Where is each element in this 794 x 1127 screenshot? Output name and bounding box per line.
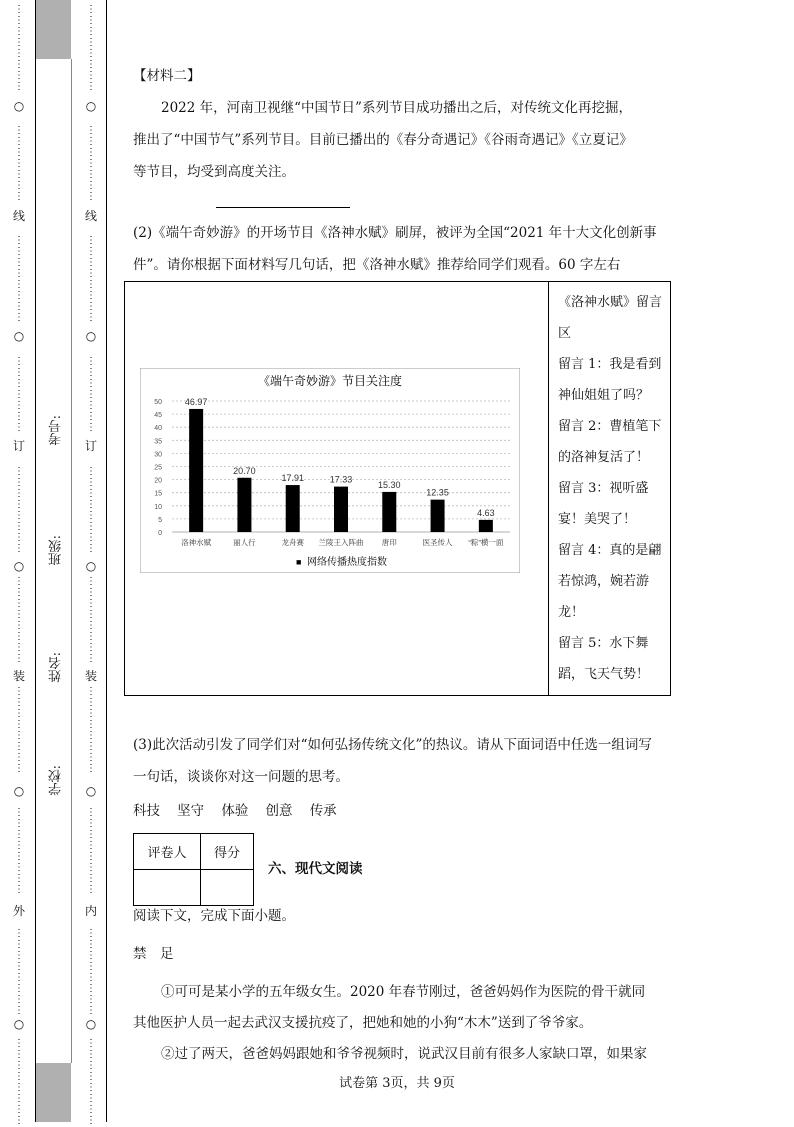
binding-dot: ⋮ (86, 576, 96, 587)
binding-dot: ⋮ (86, 169, 96, 180)
word-keji: 科技 (133, 803, 160, 819)
binding-dot: ⋮ (14, 4, 24, 15)
article-paragraph-2: ②过了两天，爸爸妈妈跟她和爷爷视频时，说武汉目前有很多人家缺口罩，如果家 (161, 1046, 647, 1062)
category-label: 洛神水赋 (181, 538, 212, 547)
reviewer-header: 评卷人 (134, 834, 201, 870)
binding-dot: ⋮ (14, 477, 24, 488)
binding-dot: ⋮ (86, 257, 96, 268)
binding-dot: ⋮ (86, 543, 96, 554)
binding-dot: ⋮ (14, 158, 24, 169)
bar-value-label: 17.91 (281, 473, 304, 484)
y-tick-label: 10 (154, 503, 162, 511)
binding-dot: ⋮ (86, 59, 96, 70)
comment-line: 宴！美哭了！ (558, 512, 637, 527)
binding-dot: ⋮ (86, 741, 96, 752)
binding-dot: ⋮ (14, 532, 24, 543)
binding-dot: ⋮ (86, 268, 96, 279)
binding-dot: ⋮ (14, 422, 24, 433)
binding-marker: ○ (85, 99, 97, 113)
binding-dot: ⋮ (86, 972, 96, 983)
binding-marker: ○ (13, 559, 25, 573)
article-paragraph-1a: ①可可是某小学的五年级女生。2020 年春节刚过，爸爸妈妈作为医院的骨干就同 (161, 984, 646, 1000)
binding-dot: ⋮ (14, 598, 24, 609)
binding-dot: ⋮ (14, 642, 24, 653)
category-label: 兰陵王入阵曲 (318, 538, 364, 547)
material2-line-2: 推出了“中国节气”系列节目。目前已播出的《春分奇遇记》《谷雨奇遇记》《立夏记》 (133, 132, 633, 148)
binding-marker: ○ (13, 1017, 25, 1031)
binding-dot: ⋮ (14, 851, 24, 862)
y-tick-label: 25 (154, 464, 162, 472)
binding-dot: ⋮ (86, 983, 96, 994)
binding-dot: ⋮ (14, 994, 24, 1005)
question2-line-2: 件”。请你根据下面材料写几句话，把《洛神水赋》推荐给同学们观看。60 字左右 (133, 257, 621, 273)
bar-value-label: 12.35 (426, 487, 449, 498)
binding-dot: ⋮ (86, 477, 96, 488)
binding-dot: ⋮ (14, 147, 24, 158)
binding-dot: ⋮ (86, 499, 96, 510)
binding-dot: ⋮ (86, 1082, 96, 1093)
word-list (133, 795, 337, 827)
binding-dot: ⋮ (14, 939, 24, 950)
binding-marker: 装 (84, 669, 97, 683)
binding-dot: ⋮ (86, 1104, 96, 1115)
binding-dot: ⋮ (86, 81, 96, 92)
binding-dot: ⋮ (86, 818, 96, 829)
binding-dot: ⋮ (14, 125, 24, 136)
binding-dot: ⋮ (86, 279, 96, 290)
comment-line: 蹈，飞天气势！ (558, 667, 650, 682)
binding-dot: ⋮ (86, 620, 96, 631)
binding-dot: ⋮ (14, 400, 24, 411)
binding-dot: ⋮ (14, 1104, 24, 1115)
binding-dot: ⋮ (86, 708, 96, 719)
comment-line: 《洛神水赋》留言 (558, 295, 663, 310)
binding-marker: ○ (13, 784, 25, 798)
binding-dot: ⋮ (86, 950, 96, 961)
comment-line: 留言 3：视听盛 (558, 481, 649, 496)
bar-value-label: 15.30 (378, 479, 401, 490)
binding-marker: ○ (85, 1017, 97, 1031)
binding-dot: ⋮ (86, 939, 96, 950)
binding-dot: ⋮ (86, 510, 96, 521)
binding-dot: ⋮ (14, 576, 24, 587)
binding-marker: ○ (13, 99, 25, 113)
binding-dot: ⋮ (86, 961, 96, 972)
binding-marker: ○ (85, 784, 97, 798)
binding-dot: ⋮ (86, 191, 96, 202)
y-tick-label: 15 (154, 490, 162, 498)
binding-dot: ⋮ (86, 367, 96, 378)
binding-dot: ⋮ (14, 37, 24, 48)
binding-dot: ⋮ (14, 543, 24, 554)
bar-value-label: 46.97 (184, 396, 208, 407)
binding-dot: ⋮ (14, 312, 24, 323)
y-tick-label: 0 (158, 530, 162, 537)
binding-dot: ⋮ (86, 15, 96, 26)
binding-dot: ⋮ (14, 807, 24, 818)
binding-dot: ⋮ (86, 147, 96, 158)
binding-dot: ⋮ (14, 356, 24, 367)
bar (334, 487, 348, 532)
binding-dot: ⋮ (14, 1005, 24, 1016)
binding-dot: ⋮ (14, 763, 24, 774)
material2-line-3: 等节目，均受到高度关注。 (133, 164, 295, 180)
binding-dot: ⋮ (14, 466, 24, 477)
binding-dot: ⋮ (86, 48, 96, 59)
binding-dot: ⋮ (14, 15, 24, 26)
binding-dot: ⋮ (86, 1093, 96, 1104)
binding-marker: 线 (12, 209, 25, 223)
category-label: 龙舟赛 (281, 538, 304, 547)
category-label: 医圣传人 (422, 538, 453, 547)
score-table (133, 833, 254, 906)
binding-dot: ⋮ (14, 235, 24, 246)
binding-dot: ⋮ (14, 488, 24, 499)
binding-dot: ⋮ (86, 400, 96, 411)
binding-dot: ⋮ (14, 136, 24, 147)
word-chuancheng: 传承 (309, 803, 337, 819)
binding-dot: ⋮ (86, 928, 96, 939)
bar (479, 520, 493, 532)
binding-dot: ⋮ (86, 994, 96, 1005)
chart-title: 《端午奇妙游》节目关注度 (257, 374, 403, 388)
binding-dot: ⋮ (14, 829, 24, 840)
bar-value-label: 17.33 (329, 474, 353, 485)
comment-line: 神仙姐姐了吗？ (558, 388, 650, 403)
binding-dot: ⋮ (86, 851, 96, 862)
binding-dot: ⋮ (86, 246, 96, 257)
binding-dot: ⋮ (86, 301, 96, 312)
y-tick-label: 30 (154, 451, 162, 459)
binding-dot: ⋮ (14, 741, 24, 752)
category-label: 丽人行 (233, 538, 256, 547)
question3-line-2: 一句话，谈谈你对这一问题的思考。 (133, 769, 349, 785)
binding-dot: ⋮ (86, 4, 96, 15)
legend-label: 网络传播热度指数 (307, 557, 387, 568)
word-tiyan: 体验 (221, 803, 249, 819)
binding-dot: ⋮ (86, 730, 96, 741)
word-jianshou: 坚守 (177, 803, 205, 819)
binding-marker: 订 (12, 439, 25, 453)
binding-rule-left (35, 0, 36, 1122)
binding-dot: ⋮ (86, 884, 96, 895)
binding-dot: ⋮ (86, 466, 96, 477)
binding-dot: ⋮ (14, 246, 24, 257)
binding-dot: ⋮ (86, 1060, 96, 1071)
comment-line: 留言 2：曹植笔下 (558, 419, 662, 434)
outer-dotted-column (12, 0, 28, 1126)
bar-value-label: 20.70 (233, 465, 256, 476)
binding-dot: ⋮ (86, 356, 96, 367)
binding-dot: ⋮ (14, 48, 24, 59)
binding-dot: ⋮ (86, 653, 96, 664)
y-tick-label: 5 (158, 516, 162, 524)
binding-dot: ⋮ (86, 1005, 96, 1016)
comment-line: 的洛神复活了！ (558, 450, 650, 465)
article-title: 禁 足 (133, 946, 174, 962)
binding-dot: ⋮ (86, 697, 96, 708)
bar (431, 500, 445, 532)
binding-dot: ⋮ (86, 752, 96, 763)
binding-dot: ⋮ (86, 488, 96, 499)
question3-line-1: (3)此次活动引发了同学们对“如何弘扬传统文化”的热议。请从下面词语中任选一组词写 (133, 737, 652, 753)
binding-dot: ⋮ (14, 950, 24, 961)
binding-dot: ⋮ (14, 26, 24, 37)
gray-block-top (36, 0, 71, 59)
y-tick-label: 35 (154, 438, 162, 446)
binding-dot: ⋮ (86, 1049, 96, 1060)
comment-area (548, 282, 671, 695)
binding-dot: ⋮ (14, 301, 24, 312)
binding-dot: ⋮ (86, 158, 96, 169)
comment-line: 区 (558, 326, 572, 341)
binding-dot: ⋮ (14, 983, 24, 994)
binding-dot: ⋮ (14, 521, 24, 532)
binding-marker: 外 (12, 904, 25, 918)
class-label: 班级: (49, 535, 64, 566)
section6-title: 六、现代文阅读 (268, 861, 363, 877)
binding-dot: ⋮ (14, 59, 24, 70)
binding-marker: 线 (84, 209, 97, 223)
binding-dot: ⋮ (86, 136, 96, 147)
binding-dot: ⋮ (86, 840, 96, 851)
binding-dot: ⋮ (14, 1049, 24, 1060)
binding-dot: ⋮ (14, 499, 24, 510)
binding-dot: ⋮ (14, 884, 24, 895)
binding-dot: ⋮ (14, 411, 24, 422)
binding-dot: ⋮ (14, 730, 24, 741)
binding-dot: ⋮ (86, 631, 96, 642)
binding-dot: ⋮ (86, 807, 96, 818)
binding-rule-mid (71, 59, 72, 1063)
binding-dot: ⋮ (86, 1038, 96, 1049)
binding-dot: ⋮ (14, 510, 24, 521)
binding-dot: ⋮ (14, 631, 24, 642)
binding-dot: ⋮ (86, 422, 96, 433)
binding-dot: ⋮ (14, 972, 24, 983)
binding-dot: ⋮ (86, 411, 96, 422)
binding-dot: ⋮ (86, 26, 96, 37)
binding-marker: 订 (84, 439, 97, 453)
binding-dot: ⋮ (14, 290, 24, 301)
binding-dot: ⋮ (86, 312, 96, 323)
exam-number-label: 考号: (49, 415, 64, 446)
binding-marker: ○ (85, 559, 97, 573)
binding-dot: ⋮ (86, 642, 96, 653)
binding-dot: ⋮ (86, 686, 96, 697)
bar (286, 485, 300, 532)
article-paragraph-1b: 其他医护人员一起去武汉支援抗疫了，把她和她的小狗“木木”送到了爷爷家。 (133, 1015, 593, 1031)
comment-line: 留言 4：真的是翩 (558, 543, 662, 558)
binding-dot: ⋮ (14, 367, 24, 378)
y-tick-label: 40 (154, 425, 162, 433)
binding-dot: ⋮ (86, 37, 96, 48)
bar (382, 492, 396, 532)
inner-dotted-column (84, 0, 100, 1126)
school-label: 学校: (49, 765, 64, 796)
bar (237, 478, 251, 532)
binding-dot: ⋮ (14, 587, 24, 598)
attention-bar-chart (140, 368, 520, 573)
binding-dot: ⋮ (86, 70, 96, 81)
binding-dot: ⋮ (14, 1071, 24, 1082)
binding-dot: ⋮ (14, 719, 24, 730)
material2-heading: 【材料二】 (133, 68, 201, 84)
binding-dot: ⋮ (14, 653, 24, 664)
binding-dot: ⋮ (14, 620, 24, 631)
binding-dot: ⋮ (86, 235, 96, 246)
binding-dot: ⋮ (86, 532, 96, 543)
binding-dot: ⋮ (14, 378, 24, 389)
section6-instruction: 阅读下文，完成下面小题。 (133, 908, 295, 924)
binding-dot: ⋮ (86, 763, 96, 774)
binding-dot: ⋮ (14, 686, 24, 697)
comment-line: 留言 5：水下舞 (558, 636, 649, 651)
binding-dot: ⋮ (14, 1093, 24, 1104)
answer-underline (216, 207, 350, 208)
binding-dot: ⋮ (14, 961, 24, 972)
legend-marker: ■ (296, 557, 302, 567)
binding-dot: ⋮ (14, 873, 24, 884)
binding-dot: ⋮ (86, 719, 96, 730)
comment-line: 留言 1：我是看到 (558, 357, 662, 372)
score-header: 得分 (201, 834, 254, 870)
category-label: 唐印 (381, 538, 397, 547)
binding-dot: ⋮ (86, 125, 96, 136)
binding-marker: 装 (12, 669, 25, 683)
binding-dot: ⋮ (14, 70, 24, 81)
binding-dot: ⋮ (86, 587, 96, 598)
bar-value-label: 4.63 (477, 507, 495, 518)
page-footer: 试卷第 3页，共 9页 (339, 1076, 455, 1091)
binding-dot: ⋮ (86, 1115, 96, 1126)
binding-dot: ⋮ (14, 840, 24, 851)
binding-dot: ⋮ (14, 1115, 24, 1126)
binding-dot: ⋮ (14, 81, 24, 92)
binding-dot: ⋮ (14, 389, 24, 400)
binding-dot: ⋮ (86, 598, 96, 609)
binding-dot: ⋮ (86, 389, 96, 400)
material2-line-1: 2022 年，河南卫视继“中国节日”系列节目成功播出之后，对传统文化再挖掘， (161, 100, 632, 116)
binding-dot: ⋮ (14, 191, 24, 202)
question2-line-1: (2)《端午奇妙游》的开场节目《洛神水赋》刷屏，被评为全国“2021 年十大文化创新事 (133, 225, 657, 241)
binding-dot: ⋮ (86, 378, 96, 389)
binding-marker: 内 (84, 904, 97, 918)
binding-dot: ⋮ (14, 1060, 24, 1071)
binding-dot: ⋮ (14, 1082, 24, 1093)
binding-dot: ⋮ (14, 928, 24, 939)
chart-material-box (124, 281, 671, 696)
binding-dot: ⋮ (14, 180, 24, 191)
bar (189, 409, 203, 532)
binding-dot: ⋮ (14, 279, 24, 290)
binding-dot: ⋮ (86, 873, 96, 884)
binding-dot: ⋮ (86, 609, 96, 620)
word-chuangyi: 创意 (265, 803, 293, 819)
comment-line: 龙！ (558, 605, 585, 620)
binding-dot: ⋮ (14, 862, 24, 873)
binding-marker: ○ (13, 329, 25, 343)
binding-dot: ⋮ (14, 609, 24, 620)
binding-marker: ○ (85, 329, 97, 343)
category-label: “粽”横一面 (468, 538, 504, 547)
y-tick-label: 20 (154, 477, 162, 485)
binding-dot: ⋮ (14, 818, 24, 829)
binding-dot: ⋮ (86, 1071, 96, 1082)
binding-rule-right (106, 0, 107, 1122)
binding-dot: ⋮ (86, 521, 96, 532)
binding-dot: ⋮ (14, 1038, 24, 1049)
y-tick-label: 45 (154, 412, 162, 420)
binding-dot: ⋮ (14, 708, 24, 719)
name-label: 姓名: (49, 652, 64, 683)
y-tick-label: 50 (154, 399, 162, 406)
binding-dot: ⋮ (14, 697, 24, 708)
comment-line: 若惊鸿，婉若游 (558, 574, 650, 589)
binding-dot: ⋮ (14, 268, 24, 279)
binding-dot: ⋮ (14, 752, 24, 763)
binding-dot: ⋮ (86, 290, 96, 301)
binding-dot: ⋮ (14, 257, 24, 268)
binding-dot: ⋮ (14, 169, 24, 180)
binding-dot: ⋮ (86, 180, 96, 191)
binding-dot: ⋮ (86, 829, 96, 840)
binding-dot: ⋮ (86, 862, 96, 873)
